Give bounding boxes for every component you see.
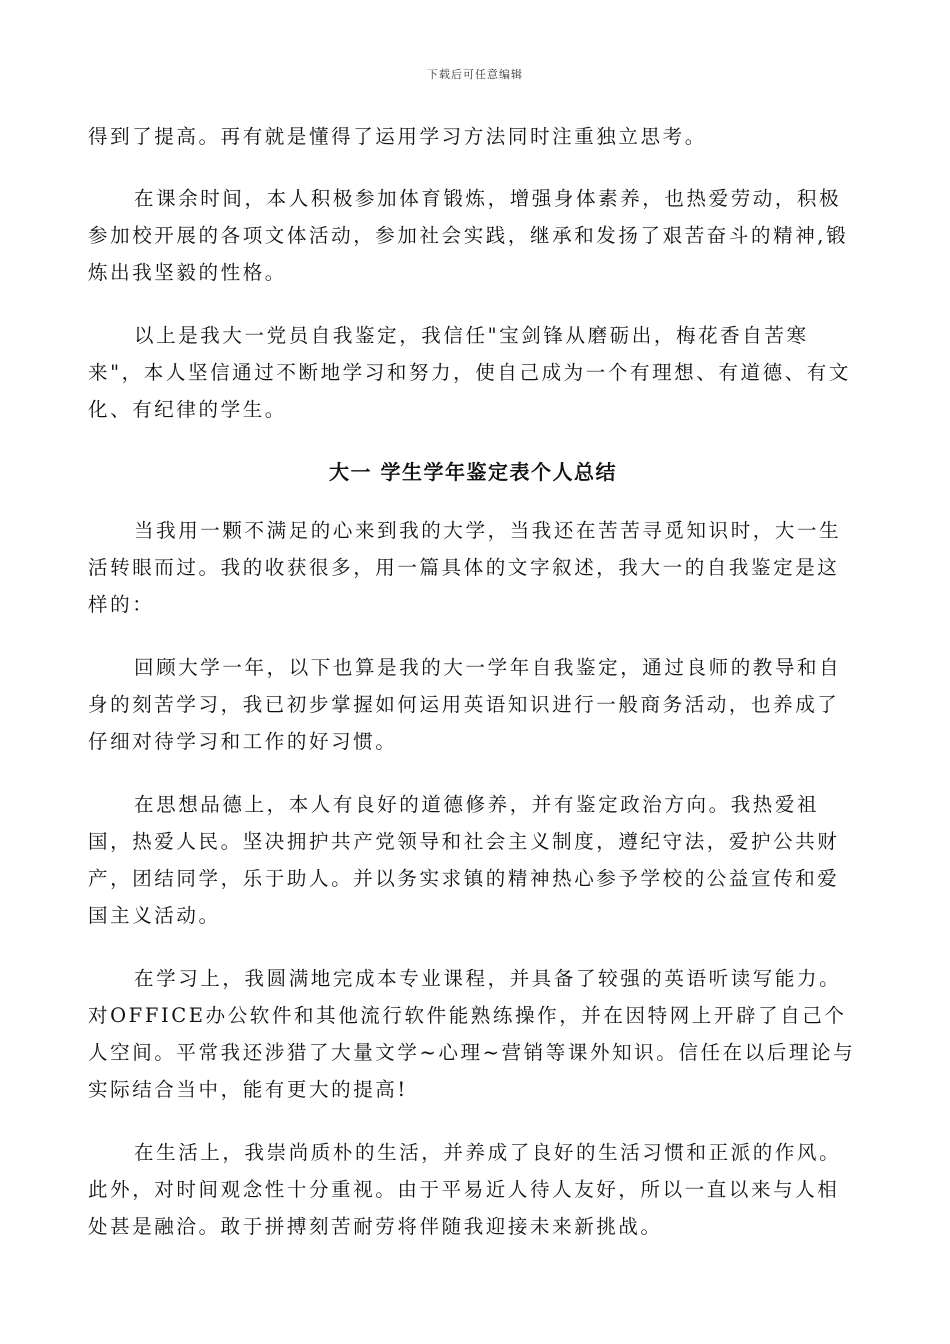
page-header: 下载后可任意编辑: [427, 68, 523, 81]
paragraph-study: 在学习上，我圆满地完成本专业课程，并具备了较强的英语听读写能力。对OFFICE办公软件和其他流行软件能熟练操作，并在因特网上开辟了自己个人空间。平常我还涉猎了大量文学~心理~营销等课外知识。信任在以后理论与实际结合当中，能有更大的提高!: [88, 967, 856, 1101]
paragraph-life: 在生活上，我崇尚质朴的生活，并养成了良好的生活习惯和正派的作风。此外，对时间观念性十分重视。由于平易近人待人友好，所以一直以来与人相处甚是融洽。敢于拼搏刻苦耐劳将伴随我迎接未来新挑战。: [88, 1141, 842, 1238]
paragraph-intro: 当我用一颗不满足的心来到我的大学，当我还在苦苦寻觅知识时，大一生活转眼而过。我的收获很多，用一篇具体的文字叙述，我大一的自我鉴定是这样的：: [88, 519, 842, 616]
paragraph-review: 回顾大学一年，以下也算是我的大一学年自我鉴定，通过良师的教导和自身的刻苦学习，我已初步掌握如何运用英语知识进行一般商务活动，也养成了仔细对待学习和工作的好习惯。: [88, 656, 842, 753]
document-body: [88, 118, 858, 1271]
paragraph-morality: 在思想品德上，本人有良好的道德修养，并有鉴定政治方向。我热爱祖国，热爱人民。坚决拥护共产党领导和社会主义制度，遵纪守法，爱护公共财产，团结同学，乐于助人。并以务实求镇的精神热心参予学校的公益宣传和爱国主义活动。: [88, 793, 840, 927]
section-heading: 大一 学生学年鉴定表个人总结: [329, 460, 617, 484]
paragraph-extracurricular: 在课余时间，本人积极参加体育锻炼，增强身体素养，也热爱劳动，积极参加校开展的各项文体活动，参加社会实践，继承和发扬了艰苦奋斗的精神,锻炼出我坚毅的性格。: [88, 187, 849, 284]
paragraph-conclusion: 以上是我大一党员自我鉴定，我信任"宝剑锋从磨砺出，梅花香自苦寒来"，本人坚信通过不断地学习和努力，使自己成为一个有理想、有道德、有文化、有纪律的学生。: [88, 324, 851, 421]
paragraph-continuation: 得到了提高。再有就是懂得了运用学习方法同时注重独立思考。: [88, 125, 707, 148]
